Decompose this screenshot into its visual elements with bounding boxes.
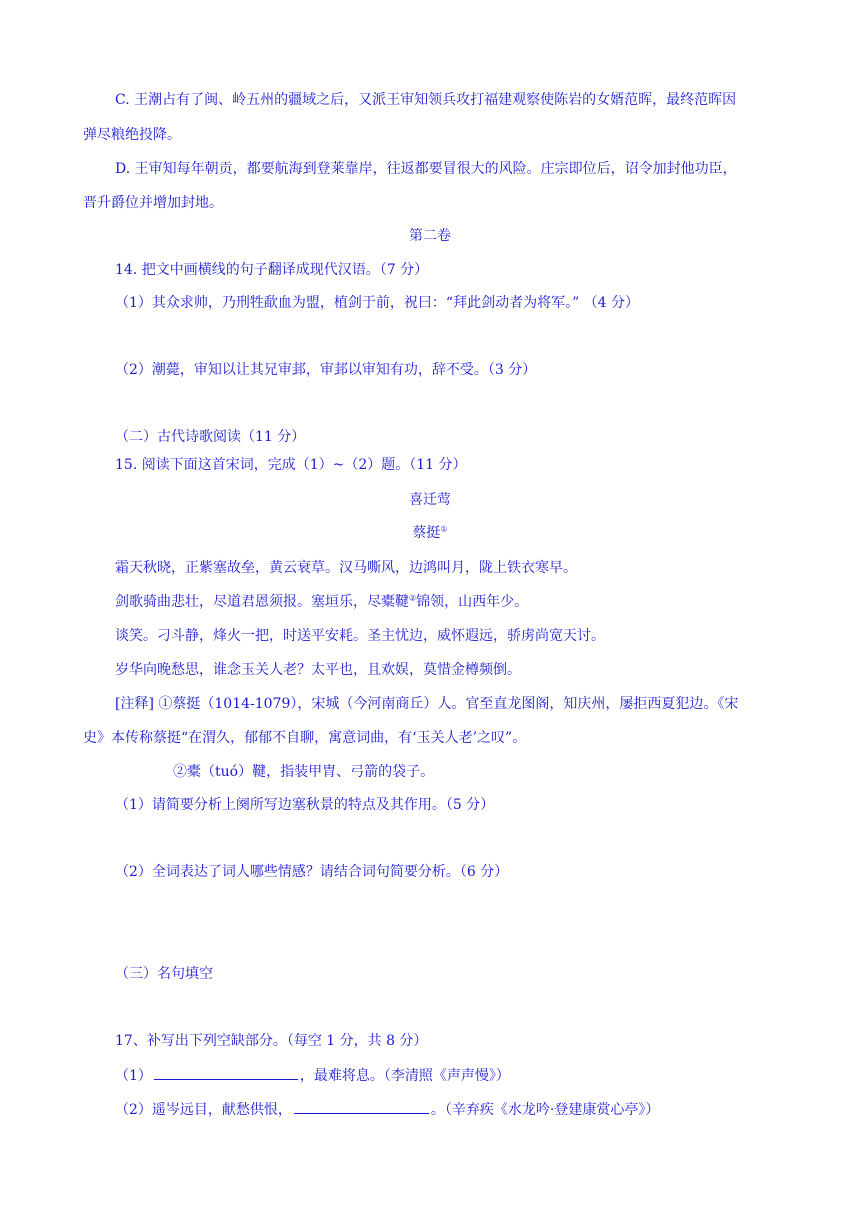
poem-line: 剑歌骑曲悲壮，尽道君恩须报。塞垣乐，尽橐鞬②锦领，山西年少。 (115, 593, 529, 610)
note1-line1: [注释] ①蔡挺（1014-1079），宋城（今河南商丘）人。官至直龙图阁，知庆州，屡拒西夏犯边。《宋 (115, 696, 739, 712)
section2-title: （二）古代诗歌阅读（11 分） (115, 429, 306, 445)
q17-item2: （2）遥岑远目，献愁供恨， 。（辛弃疾《水龙吟·登建康赏心亭》） (115, 1099, 659, 1120)
q15-stem: 15. 阅读下面这首宋词，完成（1）~（2）题。（11 分） (115, 457, 467, 473)
q14-stem: 14. 把文中画横线的句子翻译成现代汉语。（7 分） (115, 262, 429, 278)
note2: ②橐（tuó）鞬，指装甲胄、弓箭的袋子。 (173, 764, 435, 780)
q15-sub1: （1）请简要分析上阕所写边塞秋景的特点及其作用。（5 分） (115, 797, 495, 813)
q14-sub1: （1）其众求帅，乃刑牲歃血为盟，植剑于前，祝曰：“拜此剑动者为将军。” （4 分） (115, 295, 640, 311)
footnote-marker: ② (409, 593, 417, 603)
footnote-marker: ① (440, 524, 448, 534)
answer-blank[interactable] (294, 1099, 429, 1114)
option-d-line1: D. 王审知每年朝贡，都要航海到登莱靠岸，往返都要冒很大的风险。庄宗即位后，诏令加封他功臣， (115, 161, 737, 177)
poem-line: 谈笑。刁斗静，烽火一把，时送平安耗。圣主忧边，威怀遐远，骄虏尚宽天讨。 (115, 628, 605, 644)
section3-title: （三）名句填空 (115, 966, 213, 982)
q14-sub2: （2）潮薨，审知以让其兄审邽，审邽以审知有功，辞不受。（3 分） (115, 362, 537, 378)
option-c-line2: 弹尽粮绝投降。 (83, 127, 181, 143)
q17-item1: （1） ，最难将息。（李清照《声声慢》） (115, 1065, 510, 1086)
poem-line: 岁华向晚愁思，谁念玉关人老？太平也，且欢娱，莫惜金樽频倒。 (115, 662, 521, 678)
note1-line2: 史》本传称蔡挺“在渭久，郁郁不自聊，寓意词曲，有‘玉关人老’之叹”。 (83, 730, 527, 746)
q15-sub2: （2）全词表达了词人哪些情感？请结合词句简要分析。（6 分） (115, 864, 509, 880)
option-c-line1: C. 王潮占有了闽、岭五州的疆域之后，又派王审知领兵攻打福建观察使陈岩的女婿范晖，最终范晖因 (115, 92, 737, 108)
answer-blank[interactable] (154, 1065, 298, 1080)
option-d-line2: 晋升爵位并增加封地。 (83, 195, 223, 211)
poem-title: 喜迁莺 (409, 492, 451, 508)
volume-title: 第二卷 (409, 228, 451, 244)
poem-author: 蔡挺① (412, 524, 448, 541)
poem-line: 霜天秋晓，正紫塞故垒，黄云衰草。汉马嘶风，边鸿叫月，陇上铁衣寒早。 (115, 560, 577, 576)
q17-stem: 17、补写出下列空缺部分。（每空 1 分，共 8 分） (115, 1033, 428, 1049)
